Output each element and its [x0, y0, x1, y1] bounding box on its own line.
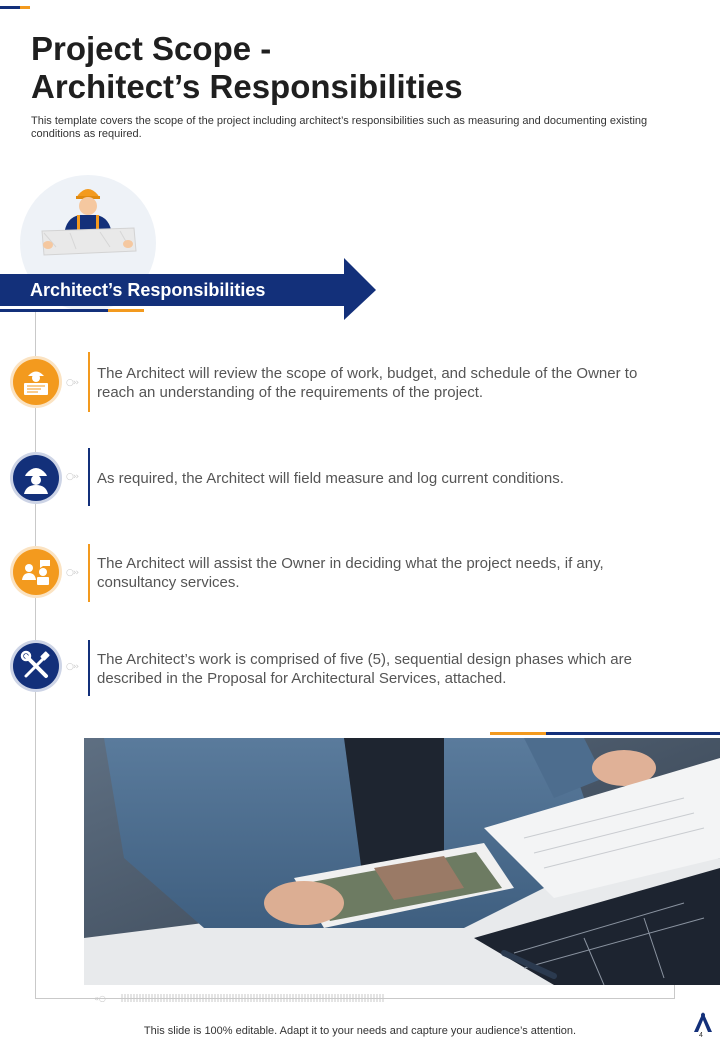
connector-chevrons: ○››	[66, 662, 79, 672]
accent-orange	[20, 6, 30, 9]
company-logo	[690, 1010, 716, 1038]
connector-chevrons: ○››	[66, 378, 79, 388]
responsibility-item-2	[0, 448, 720, 508]
connector-chevrons: ○››	[66, 472, 79, 482]
tick-strip-graphic	[94, 993, 394, 1003]
title-line-1: Project Scope -	[31, 30, 272, 67]
item-2-accent-bar	[88, 448, 90, 506]
photo-accent-bar	[490, 732, 720, 735]
page-number: 4	[699, 1032, 703, 1039]
item-4-icon-badge	[10, 640, 62, 692]
underline-orange	[108, 309, 144, 312]
item-3-icon-badge	[10, 546, 62, 598]
photo-illustration	[84, 738, 720, 985]
item-1-text: The Architect will review the scope of work, budget, and schedule of the Owner to reach an understanding of the requirements of the project.	[97, 365, 638, 401]
accent-navy	[0, 6, 20, 9]
title-line-2: Architect’s Responsibilities	[31, 68, 463, 105]
responsibility-item-1	[0, 352, 720, 412]
responsibility-item-4	[0, 640, 720, 700]
page-title	[31, 30, 691, 106]
item-2-text: As required, the Architect will field measure and log current conditions.	[97, 470, 564, 487]
banner-label: Architect’s Responsibilities	[30, 280, 266, 300]
architect-plans-photo	[84, 738, 720, 985]
footer-note: This slide is 100% editable. Adapt it to your needs and capture your audience’s attention.	[143, 1025, 577, 1037]
timeline-right-tick	[674, 985, 675, 999]
page-subtitle: This template covers the scope of the project including architect’s responsibilities such as measuring and documenting existing conditions as required.	[31, 115, 648, 140]
responsibility-item-3	[0, 544, 720, 604]
item-1-accent-bar	[88, 352, 90, 412]
architect-blueprint-icon	[10, 356, 62, 408]
photo-accent-navy	[546, 732, 720, 735]
worker-helmet-icon	[10, 452, 62, 504]
item-3-accent-bar	[88, 544, 90, 602]
top-accent-bar	[0, 6, 30, 9]
svg-text:«○: «○	[94, 994, 106, 1003]
item-4-text: The Architect’s work is comprised of five (5), sequential design phases which are described in the Proposal for Architectural Services, attached.	[97, 651, 632, 687]
underline-navy	[0, 309, 108, 312]
compass-logo-icon	[690, 1010, 716, 1038]
tools-wrench-screwdriver-icon	[10, 640, 62, 692]
item-3-text: The Architect will assist the Owner in deciding what the project needs, if any, consultancy services.	[97, 555, 604, 591]
item-4-accent-bar	[88, 640, 90, 696]
connector-chevrons: ○››	[66, 568, 79, 578]
banner-underline	[0, 309, 144, 312]
item-2-icon-badge	[10, 452, 62, 504]
decorative-tick-strip	[94, 993, 394, 1003]
item-1-icon-badge	[10, 356, 62, 408]
consultancy-team-icon	[10, 546, 62, 598]
photo-accent-orange	[490, 732, 546, 735]
